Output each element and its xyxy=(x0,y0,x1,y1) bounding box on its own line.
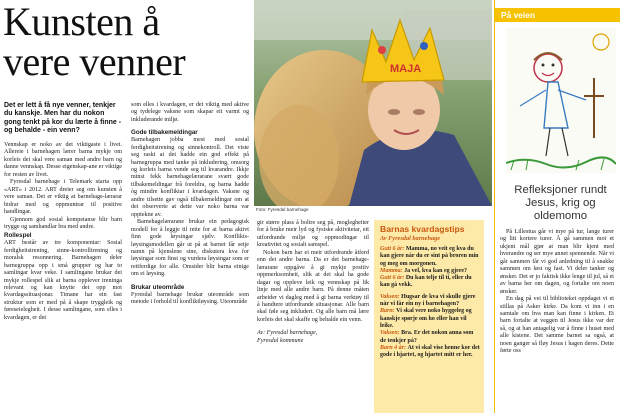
tips-box-body xyxy=(380,246,480,363)
tip-speaker: Vaksen: xyxy=(380,293,400,300)
col1-paragraph-4: ART består av tre komponentar: Sosial ferdigheitstrening, sinne-kontrolltrening og moralsk resonnering. Barnehagen deler barnegruppa opp i små grupper og har to samlingar kvar veke. I samlingane brukar dei mykje rollespel slik at barna opplever treninga relevant og kan knytte det opp mot kvardagssituasjonar. Timane har ein fast struktur som er med på å skape tryggleik og føreseielegheit. I desse samlingane, som elles i kvardagen, er det xyxy=(4,240,122,321)
child-drawing xyxy=(506,28,616,173)
col1-paragraph-1: Vennskap er noko av det viktigaste i livet. Allereie i barnehagen lærer barna mykje om korleis dei skal vere saman med andre barn og danne vennskap. Desse eigenskap-ane er viktige for resten av livet. xyxy=(4,142,122,178)
tip-speaker: Gutt 6 år: xyxy=(380,275,405,282)
col3-paragraph-1: gir større plass å boltre seg på, moglegheiter for å bruke meir lyd og fysiske aktivitetar, eit utfordrande miljø og oppmodingar til kreativitet og sosialt samspel. xyxy=(257,220,369,249)
tip-text: Ja vel, kva kan eg gjere? xyxy=(404,267,468,274)
tip-speaker: Barn 4 år: xyxy=(380,344,407,351)
tip-speaker: Gutt 6 år: xyxy=(380,246,405,252)
children-hugging-photo xyxy=(254,0,492,206)
tip-speaker: Mamma: xyxy=(380,267,403,274)
article-photo xyxy=(254,0,492,206)
col1-paragraph-2: Fyresdal barnehage i Telemark starta opp «ART» i 2012. ART dreier seg om kunsten å vere saman. Det er viktig at barnehage-lærarar bidrar med og oppmuntrar til positive handlingar. xyxy=(4,179,122,216)
col2-subheading-tilbakemeldingar: Gode tilbakemeldingar xyxy=(131,129,198,137)
article-lead: Det er lett å få nye venner, tenkjer du kanskje. Men har du nokon gong tenkt på kor du lærte å finne - og behalde - ein venn? xyxy=(4,102,122,135)
tip-speaker: Barn: xyxy=(380,308,395,315)
sidebar-title: På veien xyxy=(501,10,535,20)
col1-paragraph-3: Gjennom god sosial kompetanse blir barn trygge og samhandlar bra med andre. xyxy=(4,216,122,230)
article-headline xyxy=(3,2,258,82)
headline-line-1: Kunsten å xyxy=(3,0,160,44)
tip-text: Mamma, no veit eg kva du kan gjere når du er sint på broren min og meg om morgonen. xyxy=(380,246,479,267)
col2-paragraph-4: Fyresdal barnehage brukar uteområde som metode i forhold til konfliktløysing. Uteområde xyxy=(131,291,249,306)
tips-dialogue-1 xyxy=(380,246,480,290)
col2-subheading-uteomrade: Brukar uteområde xyxy=(131,283,185,291)
byline-line-2: Fyresdal kommune xyxy=(257,337,304,344)
sidebar-paragraph-2: En dag på vei til biblioteket oppdaget vi et stillas på Asker kirke. Da kom vi inn i en samtale om hva man kan finne i kirken. Et barn fortalte at veggen til Jesus ikke var der så, og at han antagelig var å finne i huset med alle kistene. Det samme barnet sa også, at noen ganger så fløy Jesus i hagen deres. Dette førte oss xyxy=(500,296,614,355)
tip-text: Vi skal vere noko hyggeleg og kanskje spørje om ho eller han vil leike. xyxy=(380,308,472,329)
tip-text: Bra. Er det nokon anna som de tenkjer på? xyxy=(380,330,474,344)
col3-byline xyxy=(257,330,369,345)
tip-text: At vi skal vise henne kor det gode i hjartet, og hjartet mitt er her. xyxy=(380,344,480,359)
tips-dialogue-2 xyxy=(380,294,480,360)
col2-paragraph-2: Barnehagen jobba mest med sosial ferdigheitstrening og sinnekontroll. Det viste seg raskt at det hadde ein god effekt på barnegruppa med tanke på inkludering, omsorg og korleis barna vende seg til kvarandre. Ikkje minst fekk barnehagelærarane svært gode tilbakemeldingar frå foreldra, og barna hadde òg mindre konfliktar i kvardagen. Vaksne og andre tilsette gav også tilbakemeldingar om at dei observerte at dette var noko barna var opptekne av. xyxy=(131,137,249,218)
svg-text:MAJA: MAJA xyxy=(390,63,422,75)
tip-speaker: Vaksen: xyxy=(380,330,400,337)
col2-paragraph-1: som elles i kvardagen, er det viktig med aktive og tydelege vaksne som skapar eit varmt og inkluderande miljø. xyxy=(131,102,249,123)
sidebar-body xyxy=(500,229,614,356)
tips-box-subtitle: Av Fyresdal barnehage xyxy=(380,235,441,242)
tip-text: Hugsar de kva vi skulle gjere når vi får ein ny i barnehagen? xyxy=(380,293,476,308)
col2-paragraph-3: Barnehagelærarane brukar ein pedagogisk modell for å leggje til rette for at barna aktivt finn gode løysingar sjølv. Konflikts-løysingsmodellen går ut på at barnet får setje namn på kjenslene sine, diskutera kva for løysingar som finst og vurdera løysingar som er rettferdige for alle. Omsider blir barna einige om ei løysing. xyxy=(131,219,249,278)
tips-box-title: Barnas kvardagstips xyxy=(380,224,465,234)
headline-line-2: vere venner xyxy=(3,39,186,84)
article-column-1 xyxy=(4,142,122,322)
article-column-3 xyxy=(257,220,369,345)
sidebar-paragraph-1: På Lillestua går vi mye på tur, lange turer og litt kortere turer. Å gå sammen mot et ukjent mål gjør at man blir kjent med hverandre og ser mye annet spennende. Når vi går sammen får vi god anledning til å snakke sammen om løst og fast. Vi deler tanker og ønsker. Det er jo faktisk ikke lenge til jul, så et av barna her om dagen, og fortalte om noen ønsker. xyxy=(500,229,614,295)
col1-subheading-rollespel: Rollespel xyxy=(4,232,32,240)
sidebar-heading: Refleksjoner rundt Jesus, krig og oldemomo xyxy=(514,184,607,222)
article-column-2 xyxy=(131,102,249,306)
photo-caption: Foto: Fyresdal barnehage xyxy=(256,207,309,212)
col3-paragraph-2: Nokon barn har ei meir utfordrande åtferd enn dei andre barna. Da er det barnehage-lærarane oppgåve å gi mykje positiv oppmerksomheit, slik at dei skal ha gode dagar og oppleve leik og vennskap på lik linje med alle andre barn. På denne måten arbeider vi dagleg med å gi barna verktøy til å handtere utfordrande situasjonar. Alle barn skal føle seg inkludert. Og alle barn må lære korleis dei skal skaffe og behalde ein venn. xyxy=(257,249,369,323)
tip-text: Du kan telje til ti, eller du kan gå vekk. xyxy=(380,275,472,289)
crayon-drawing-icon xyxy=(506,28,616,173)
byline-line-1: Av: Fyresdal barnehage, xyxy=(257,330,318,337)
